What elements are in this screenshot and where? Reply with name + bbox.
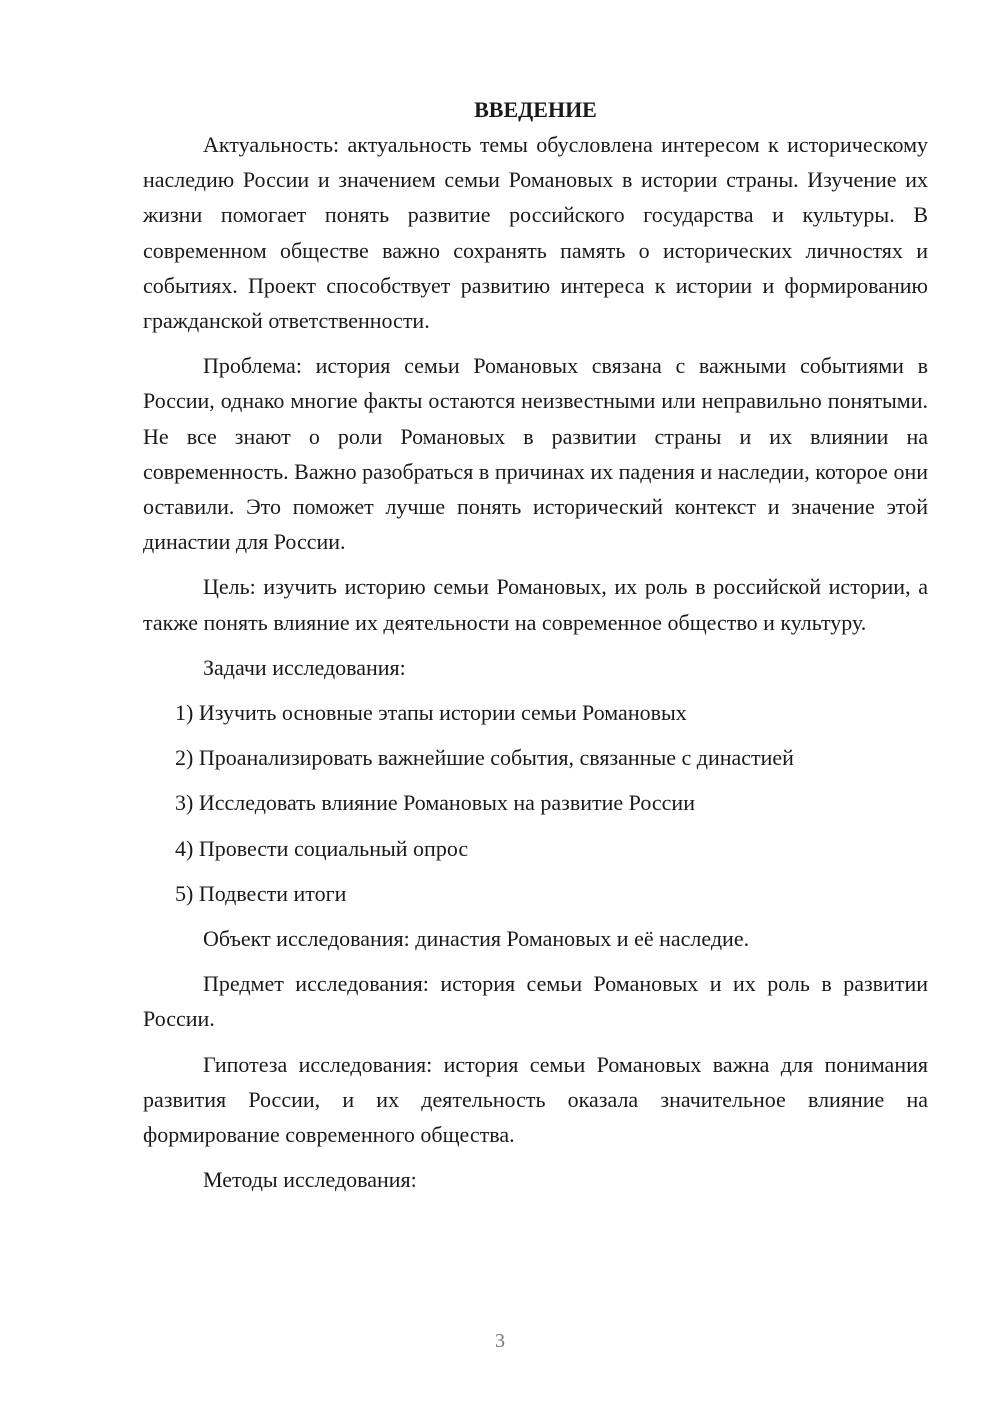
section-heading: ВВЕДЕНИЕ <box>474 97 597 122</box>
list-item: 1) Изучить основные этапы истории семьи Романовых <box>175 700 687 726</box>
paragraph-goal: Цель: изучить историю семьи Романовых, их роль в российской истории, а также понять влияние их деятельности на современное общество и культуру. <box>143 574 928 635</box>
paragraph-subject: Предмет исследования: история семьи Романовых и их роль в развитии России. <box>143 971 928 1032</box>
document-page <box>143 92 928 1207</box>
paragraph-relevance: Актуальность: актуальность темы обусловлена интересом к историческому наследию России и значением семьи Романовых в истории страны. Изучение их жизни помогает понять развитие российского государства и культуры. В современном обществе важно сохранять память о исторических личностях и событиях. Проект способствует развитию интереса к истории и формированию гражданской ответственности. <box>143 132 928 334</box>
list-item: 2) Проанализировать важнейшие события, связанные с династией <box>175 745 794 771</box>
paragraph-object: Объект исследования: династия Романовых и её наследие. <box>203 926 750 952</box>
tasks-title: Задачи исследования: <box>203 654 406 680</box>
paragraph-hypothesis: Гипотеза исследования: история семьи Романовых важна для понимания развития России, и их деятельность оказала значительное влияние на формирование современного общества. <box>143 1051 928 1148</box>
methods-title: Методы исследования: <box>203 1167 417 1193</box>
list-item: 3) Исследовать влияние Романовых на развитие России <box>175 790 695 816</box>
tasks-list <box>143 695 928 911</box>
page-number: 3 <box>495 1330 505 1352</box>
list-item: 4) Провести социальный опрос <box>175 835 469 861</box>
paragraph-problem: Проблема: история семьи Романовых связана с важными событиями в России, однако многие факты остаются неизвестными или неправильно понятыми. Не все знают о роли Романовых в развитии страны и их влиянии на современность. Важно разобраться в причинах их падения и наследии, которое они оставили. Это поможет лучше понять исторический контекст и значение этой династии для России. <box>143 353 928 555</box>
list-item: 5) Подвести итоги <box>175 880 347 906</box>
